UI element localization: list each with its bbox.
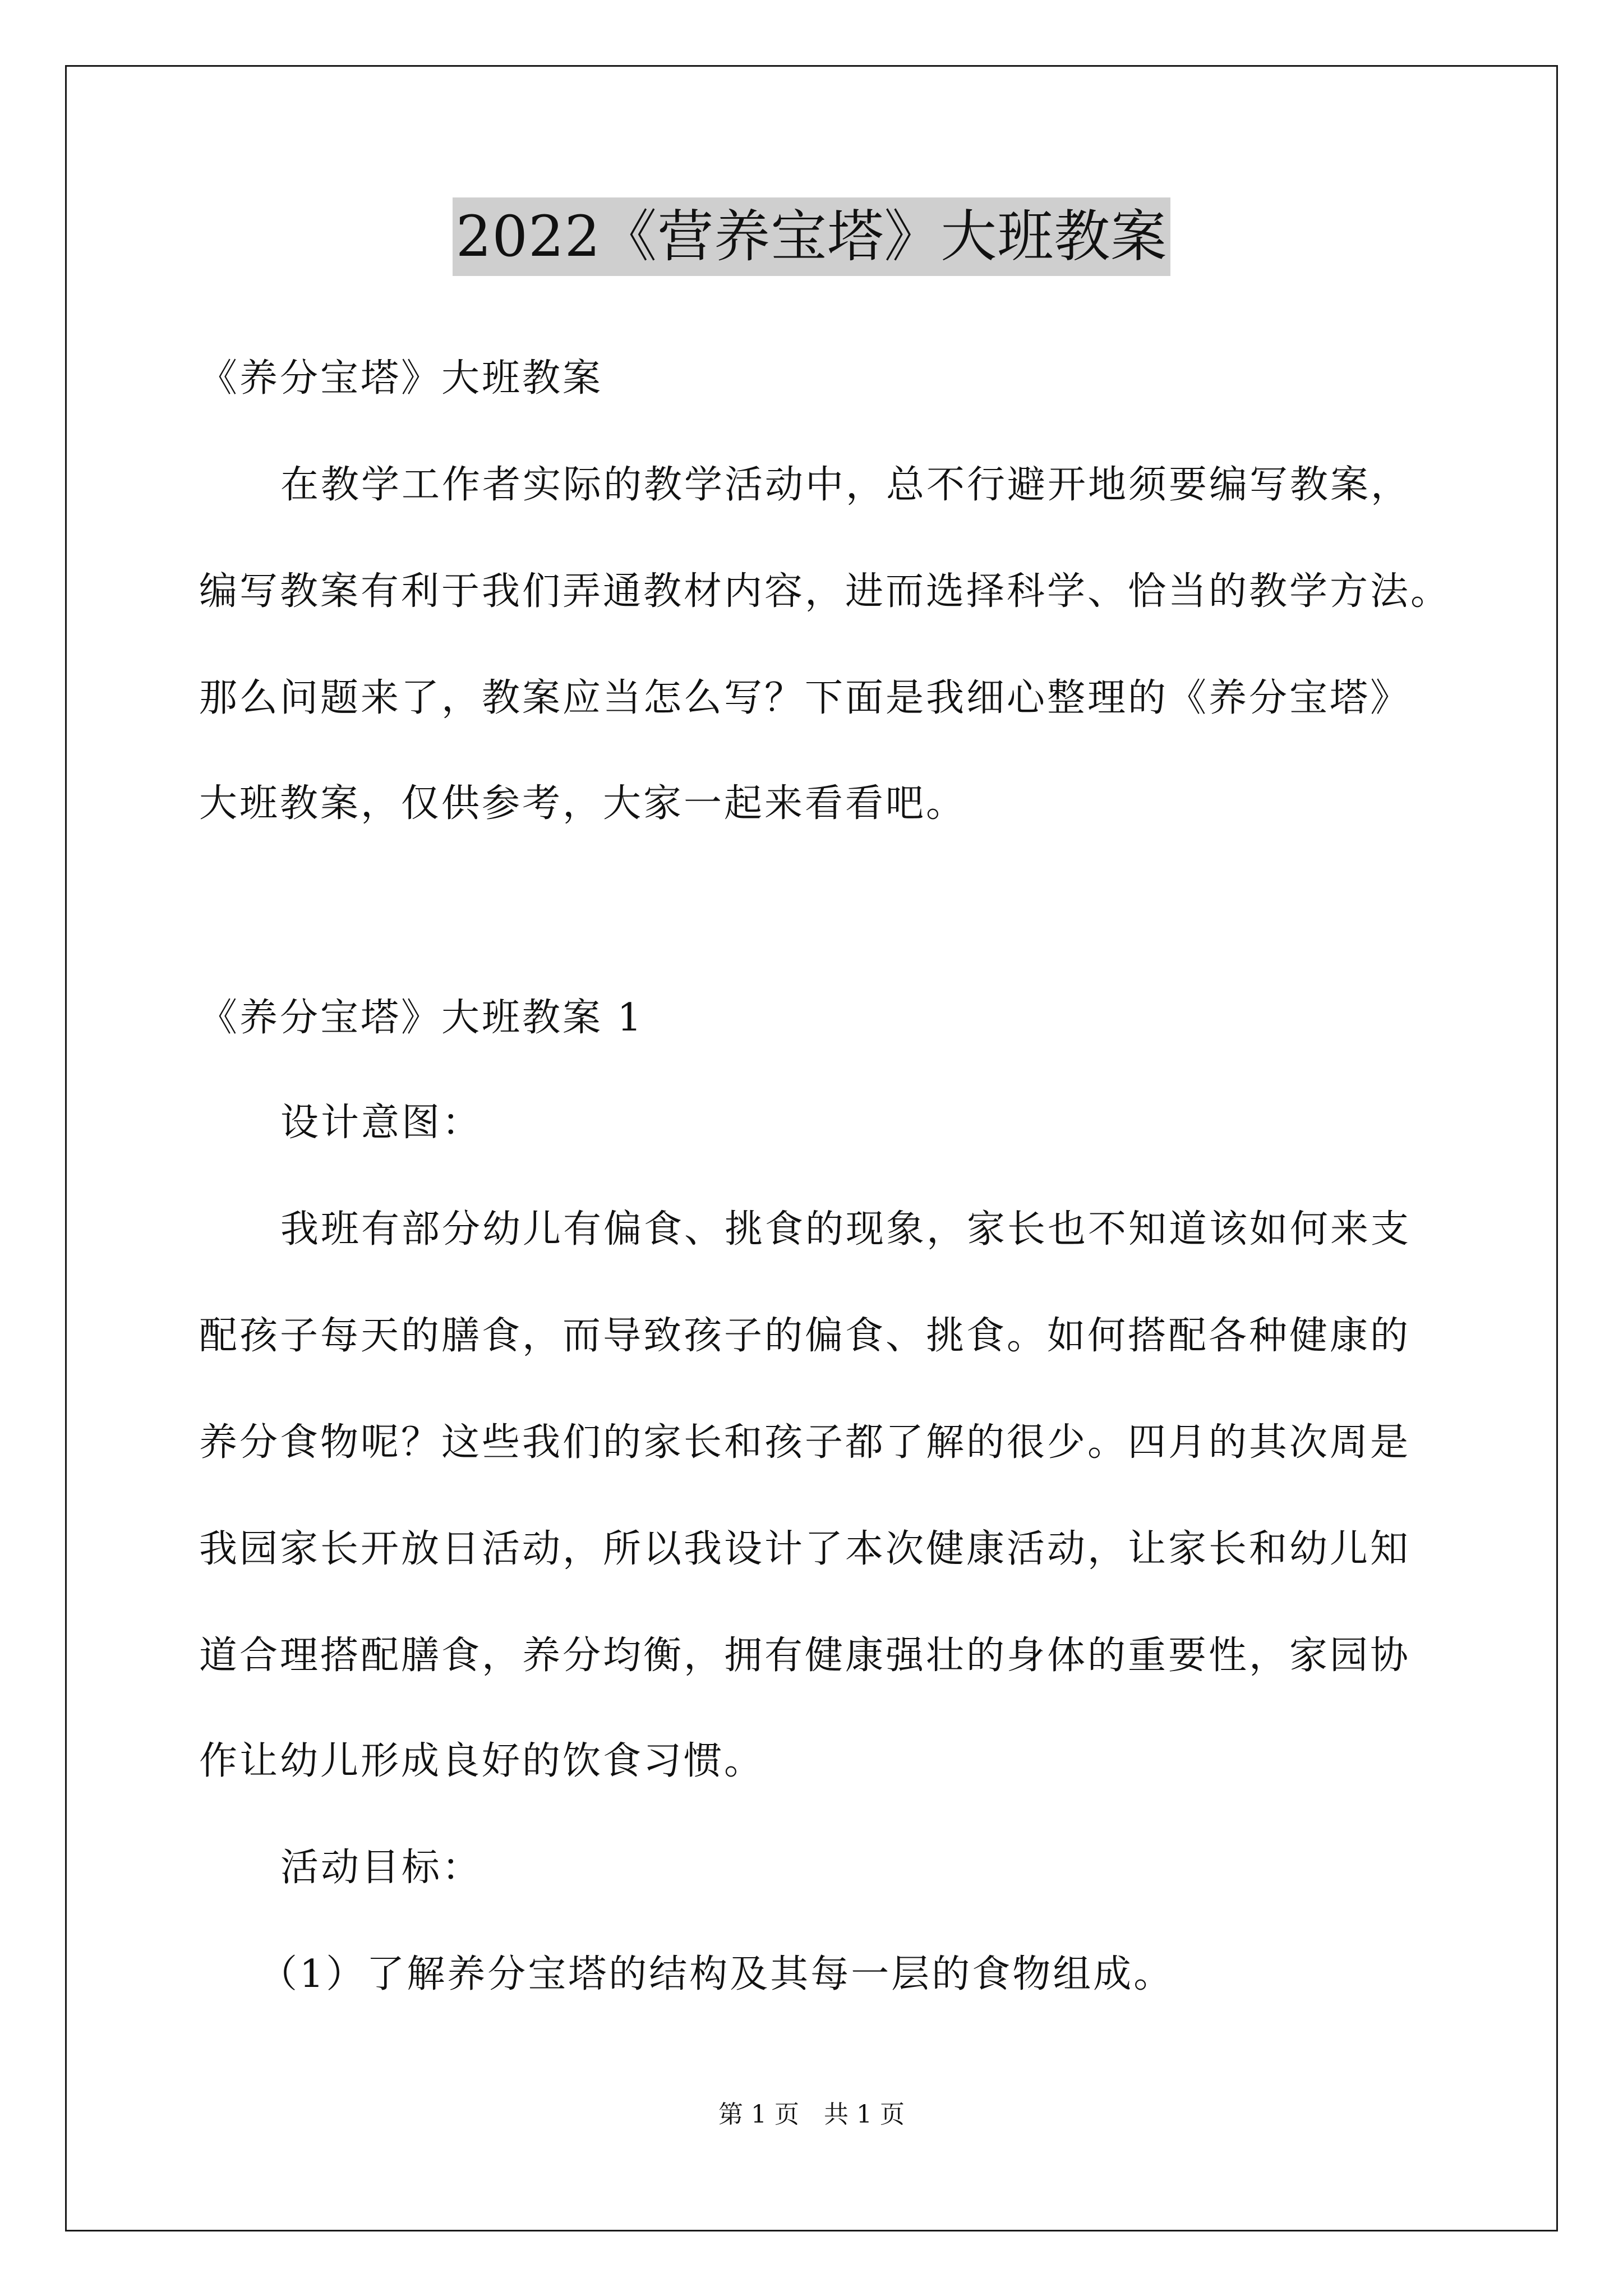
page-footer [0,2098,1623,2132]
section-title: 《养分宝塔》大班教案 1 [199,996,644,1040]
design-paragraph-line: 我班有部分幼儿有偏食、挑食的现象，家长也不知道该如何来支 [280,1207,1412,1251]
document-title: 2022《营养宝塔》大班教案 [453,197,1171,276]
design-paragraph-line: 我园家长开放日活动，所以我设计了本次健康活动，让家长和幼儿知 [199,1527,1411,1571]
goal-item: （1）了解养分宝塔的结构及其每一层的食物组成。 [259,1952,1174,1996]
intro-line: 在教学工作者实际的教学活动中，总不行避开地须要编写教案， [280,463,1412,507]
intro-line: 大班教案，仅供参考，大家一起来看看吧。 [199,781,967,826]
design-paragraph-line: 配孩子每天的膳食，而导致孩子的偏食、挑食。如何搭配各种健康的 [199,1314,1411,1358]
design-paragraph-line: 作让幼儿形成良好的饮食习惯。 [199,1739,765,1783]
title-wrap [0,197,1623,276]
intro-line: 编写教案有利于我们弄通教材内容，进而选择科学、恰当的教学方法。 [199,569,1451,614]
design-heading: 设计意图： [280,1101,483,1145]
goals-heading: 活动目标： [280,1846,483,1890]
design-paragraph-line: 道合理搭配膳食，养分均衡，拥有健康强壮的身体的重要性，家园协 [199,1634,1411,1678]
subtitle: 《养分宝塔》大班教案 [199,356,603,401]
page-number: 第 1 页 [718,2100,799,2129]
design-paragraph-line: 养分食物呢？这些我们的家长和孩子都了解的很少。四月的其次周是 [199,1420,1411,1465]
page-total: 共 1 页 [824,2100,905,2129]
intro-line: 那么问题来了，教案应当怎么写？下面是我细心整理的《养分宝塔》 [199,676,1411,720]
